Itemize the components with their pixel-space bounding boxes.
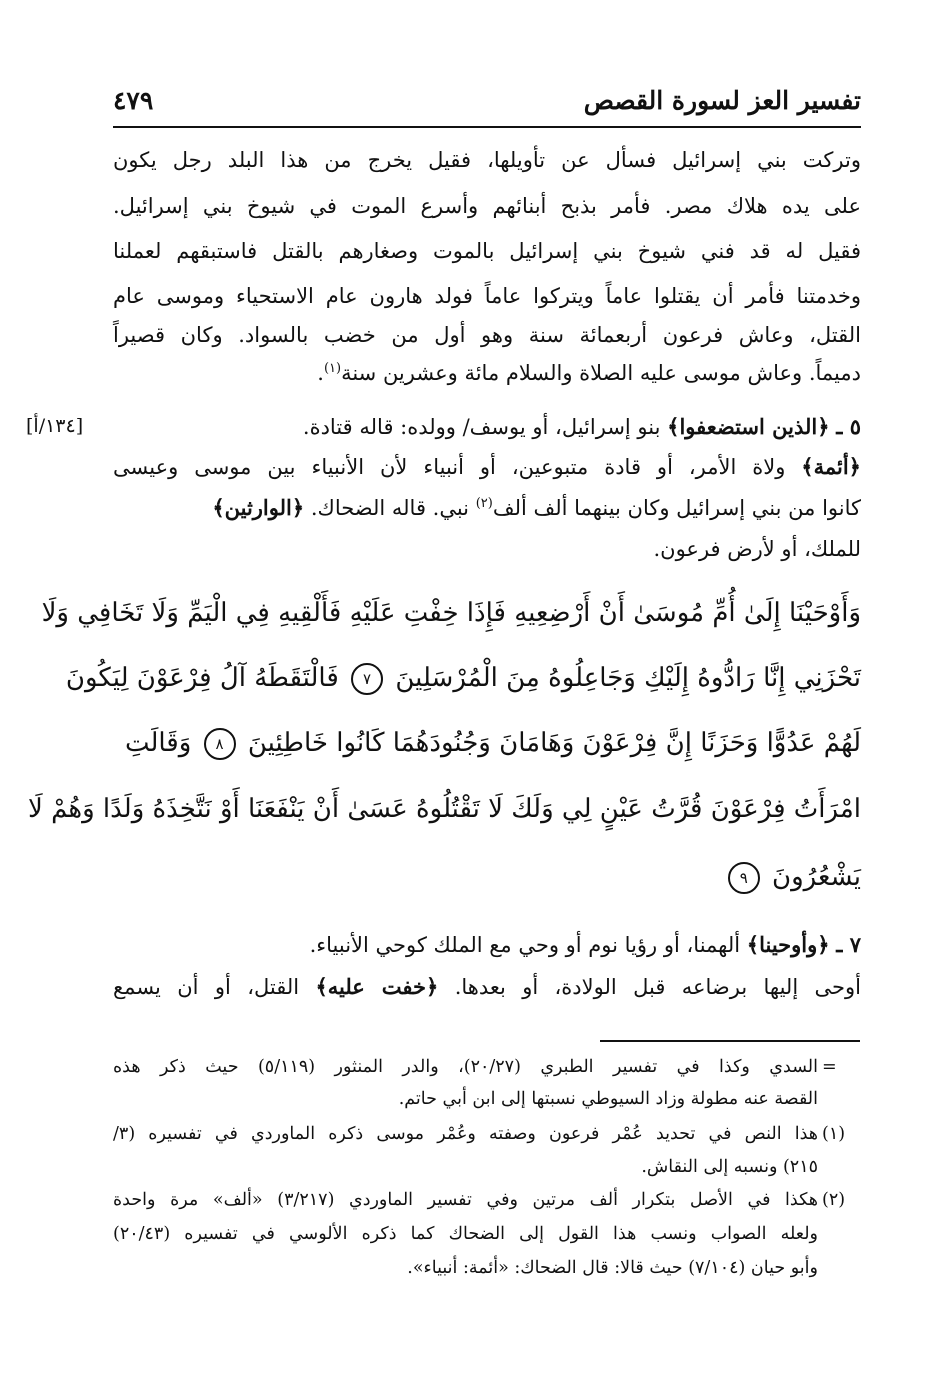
verse-line xyxy=(113,861,861,894)
item-number: ٥ ـ xyxy=(836,414,861,439)
verse-text: فَالْتَقَطَهُ آلُ فِرْعَوْنَ لِيَكُونَ xyxy=(65,663,339,693)
commentary-line xyxy=(113,495,861,521)
text-line: على يده هلاك مصر. فأمر بذبح أبنائهم وأسرع الموت في شيوخ بني إسرائيل. xyxy=(113,194,861,218)
quran-term: ﴿الذين استضعفوا﴾ xyxy=(667,414,830,439)
footnote-ref[interactable]: (١) xyxy=(323,361,342,376)
footnote-line: ٢١٥) ونسبه إلى النقاش. xyxy=(641,1157,818,1177)
text-line: فقيل له قد فني شيوخ بني إسرائيل بالموت وصغارهم بالقتل فاستبقهم لعملنا xyxy=(113,239,861,263)
running-header xyxy=(113,82,861,128)
footnote-line: القصة عنه مطولة وزاد السيوطي نسبتها إلى ابن أبي حاتم. xyxy=(398,1089,818,1109)
running-title: تفسير العز لسورة القصص xyxy=(583,86,861,115)
text-line: وتركت بني إسرائيل فسأل عن تأويلها، فقيل يخرج من هذا البلد رجل يكون xyxy=(113,148,861,172)
commentary-line xyxy=(113,932,861,958)
verse-text: لَهُمْ عَدُوًّا وَحَزَنًا إِنَّ فِرْعَوْنَ وَهَامَانَ وَجُنُودَهُمَا كَانُوا خَاطِئِينَ xyxy=(247,728,861,758)
commentary-line xyxy=(113,974,861,1000)
manuscript-folio-note: [١٣٤/أ] xyxy=(26,415,84,437)
page-number: ٤٧٩ xyxy=(113,86,154,115)
footnote-separator xyxy=(600,1040,860,1042)
footnote-continuation-mark: = xyxy=(822,1057,837,1077)
footnote-number: (١) xyxy=(822,1124,846,1144)
verse-line: وَأَوْحَيْنَا إِلَىٰ أُمِّ مُوسَىٰ أَنْ أَرْضِعِيهِ فَإِذَا خِفْتِ عَلَيْهِ فَأَلْقِيهِ فِي الْيَمِّ وَلَا تَخَافِي وَلَا xyxy=(41,598,861,628)
commentary-line: للملك، أو لأرض فرعون. xyxy=(653,537,861,561)
verse-line: امْرَأَتُ فِرْعَوْنَ قُرَّتُ عَيْنٍ لِي وَلَكَ لَا تَقْتُلُوهُ عَسَىٰ أَنْ يَنْفَعَنَا أَوْ نَتَّخِذَهُ وَلَدًا وَهُمْ لَا xyxy=(28,794,861,824)
text-line-last xyxy=(113,360,861,386)
line-text: القتل، أو أن يسمع xyxy=(113,975,316,999)
line-text: ألهمنا، أو رؤيا نوم أو وحي مع الملك كوحي الأنبياء. xyxy=(309,933,747,957)
footnote-line: السدي وكذا في تفسير الطبري (٢٠/٢٧)، والدر المنثور (٥/١١٩) حيث ذكر هذه xyxy=(113,1057,818,1077)
footnote-line: وأبو حيان (٧/١٠٤) حيث قالا: قال الضحاك: «أئمة: أنبياء». xyxy=(407,1258,818,1278)
footnote-number: (٢) xyxy=(822,1190,846,1210)
footnote-ref[interactable]: (٢) xyxy=(475,496,493,511)
footnote-line: هذا النص في تحديد عُمْر فرعون وصفته وعُمْر موسى ذكره الماوردي في تفسيره (٣/ xyxy=(113,1124,818,1144)
text-line: وخدمتنا فأمر أن يقتلوا عاماً ويتركوا عاماً فولد هارون عام الاستحياء وموسى عام xyxy=(113,284,861,308)
verse-line xyxy=(65,662,861,695)
line-text: نبي. قاله الضحاك. xyxy=(304,496,476,520)
text-line: القتل، وعاش فرعون أربعمائة سنة وهو أول من خضب بالسواد. وكان قصيراً xyxy=(113,323,861,347)
verse-text: يَشْعُرُونَ xyxy=(772,862,861,892)
line-text: دميماً. وعاش موسى عليه الصلاة والسلام مائة وعشرين سنة xyxy=(341,361,861,385)
commentary-line xyxy=(113,414,861,440)
footnote-line: ولعله الصواب ونسب هذا القول إلى الضحاك كما ذكره الألوسي في تفسيره (٢٠/٤٣) xyxy=(113,1224,818,1244)
line-text: كانوا من بني إسرائيل وكان بينهما ألف ألف xyxy=(492,496,861,520)
quran-term: ﴿وأوحينا﴾ xyxy=(746,932,830,957)
verse-text: وَقَالَتِ xyxy=(124,728,192,758)
period: . xyxy=(317,361,324,385)
item-number: ٧ ـ xyxy=(836,932,861,957)
commentary-line xyxy=(113,454,861,480)
line-text: ولاة الأمر، أو قادة متبوعين، أو أنبياء لأن الأنبياء بين موسى وعيسى xyxy=(113,455,802,479)
ayah-number-marker: ٧ xyxy=(351,663,383,695)
verse-text: تَحْزَنِي إِنَّا رَادُّوهُ إِلَيْكِ وَجَاعِلُوهُ مِنَ الْمُرْسَلِينَ xyxy=(395,663,861,693)
line-text: أوحى إليها برضاعه قبل الولادة، أو بعدها. xyxy=(438,975,861,999)
verse-line xyxy=(113,727,861,760)
ayah-number-marker: ٩ xyxy=(728,862,760,894)
quran-term: ﴿خفت عليه﴾ xyxy=(315,974,439,999)
line-text: بنو إسرائيل، أو يوسف/ وولده: قاله قتادة. xyxy=(302,415,668,439)
quran-term: ﴿الوارثين﴾ xyxy=(212,495,305,520)
quran-term: ﴿أئمة﴾ xyxy=(801,454,861,479)
footnote-line: هكذا في الأصل بتكرار ألف مرتين وفي تفسير الماوردي (٣/٢١٧) «ألف» مرة واحدة xyxy=(113,1190,818,1210)
ayah-number-marker: ٨ xyxy=(204,728,236,760)
